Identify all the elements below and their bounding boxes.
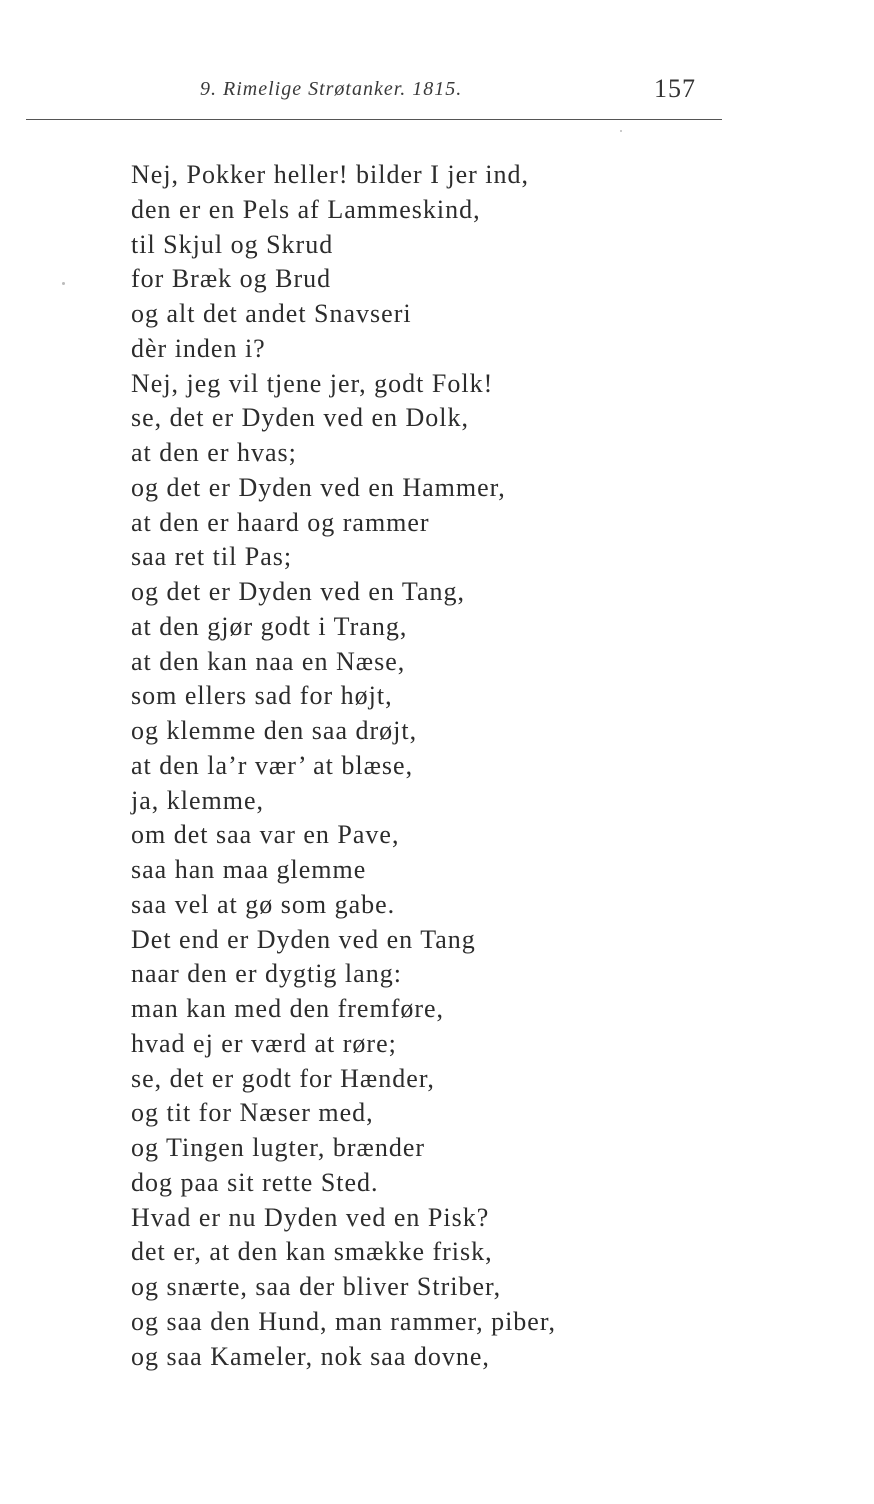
verse-line: til Skjul og Skrud: [131, 229, 334, 259]
verse-line: og saa den Hund, man rammer, piber,: [131, 1306, 556, 1336]
verse-line: naar den er dygtig lang:: [131, 959, 402, 989]
verse-line: det er, at den kan smække frisk,: [131, 1237, 493, 1267]
verse-line: Nej, jeg vil tjene jer, godt Folk!: [131, 368, 494, 398]
verse-line: saa han maa glemme: [131, 855, 367, 884]
verse-line: at den la’r vær’ at blæse,: [131, 750, 414, 780]
verse-line: og snærte, saa der bliver Striber,: [131, 1272, 502, 1301]
verse-line: saa vel at gø som gabe.: [131, 889, 396, 919]
verse-line: og det er Dyden ved en Hammer,: [131, 472, 506, 502]
verse-line: og tit for Næser med,: [131, 1098, 374, 1128]
print-speck: [620, 130, 622, 132]
verse-line: Det end er Dyden ved en Tang: [131, 924, 476, 954]
print-speck: [62, 282, 65, 285]
verse-line: at den kan naa en Næse,: [131, 646, 406, 676]
verse-line: se, det er Dyden ved en Dolk,: [131, 403, 470, 433]
running-title: 9. Rimelige Strøtanker. 1815.: [200, 78, 463, 100]
verse-line: hvad ej er værd at røre;: [131, 1028, 397, 1058]
poem-body: [131, 158, 831, 1374]
verse-line: for Bræk og Brud: [131, 264, 332, 294]
verse-line: at den er haard og rammer: [131, 507, 430, 537]
verse-line: som ellers sad for højt,: [131, 681, 393, 711]
verse-line: Hvad er nu Dyden ved en Pisk?: [131, 1202, 490, 1232]
verse-line: at den gjør godt i Trang,: [131, 611, 408, 641]
verse-line: om det saa var en Pave,: [131, 820, 400, 850]
verse-line: dog paa sit rette Sted.: [131, 1167, 379, 1197]
verse-line: Nej, Pokker heller! bilder I jer ind,: [131, 160, 529, 189]
header-rule: [26, 119, 722, 120]
page-number: 157: [654, 74, 696, 103]
verse-line: og alt det andet Snavseri: [131, 299, 412, 328]
verse-line: og saa Kameler, nok saa dovne,: [131, 1341, 490, 1371]
verse-line: saa ret til Pas;: [131, 542, 293, 572]
verse-line: og det er Dyden ved en Tang,: [131, 577, 465, 606]
verse-line: dèr inden i?: [131, 333, 266, 363]
verse-line: den er en Pels af Lammeskind,: [131, 194, 481, 224]
verse-line: man kan med den fremføre,: [131, 994, 445, 1023]
running-head: [0, 74, 874, 110]
verse-line: se, det er godt for Hænder,: [131, 1063, 435, 1093]
verse-line: ja, klemme,: [131, 785, 265, 815]
verse-line: og klemme den saa drøjt,: [131, 716, 418, 745]
verse-line: at den er hvas;: [131, 438, 297, 467]
verse-line: og Tingen lugter, brænder: [131, 1133, 426, 1162]
